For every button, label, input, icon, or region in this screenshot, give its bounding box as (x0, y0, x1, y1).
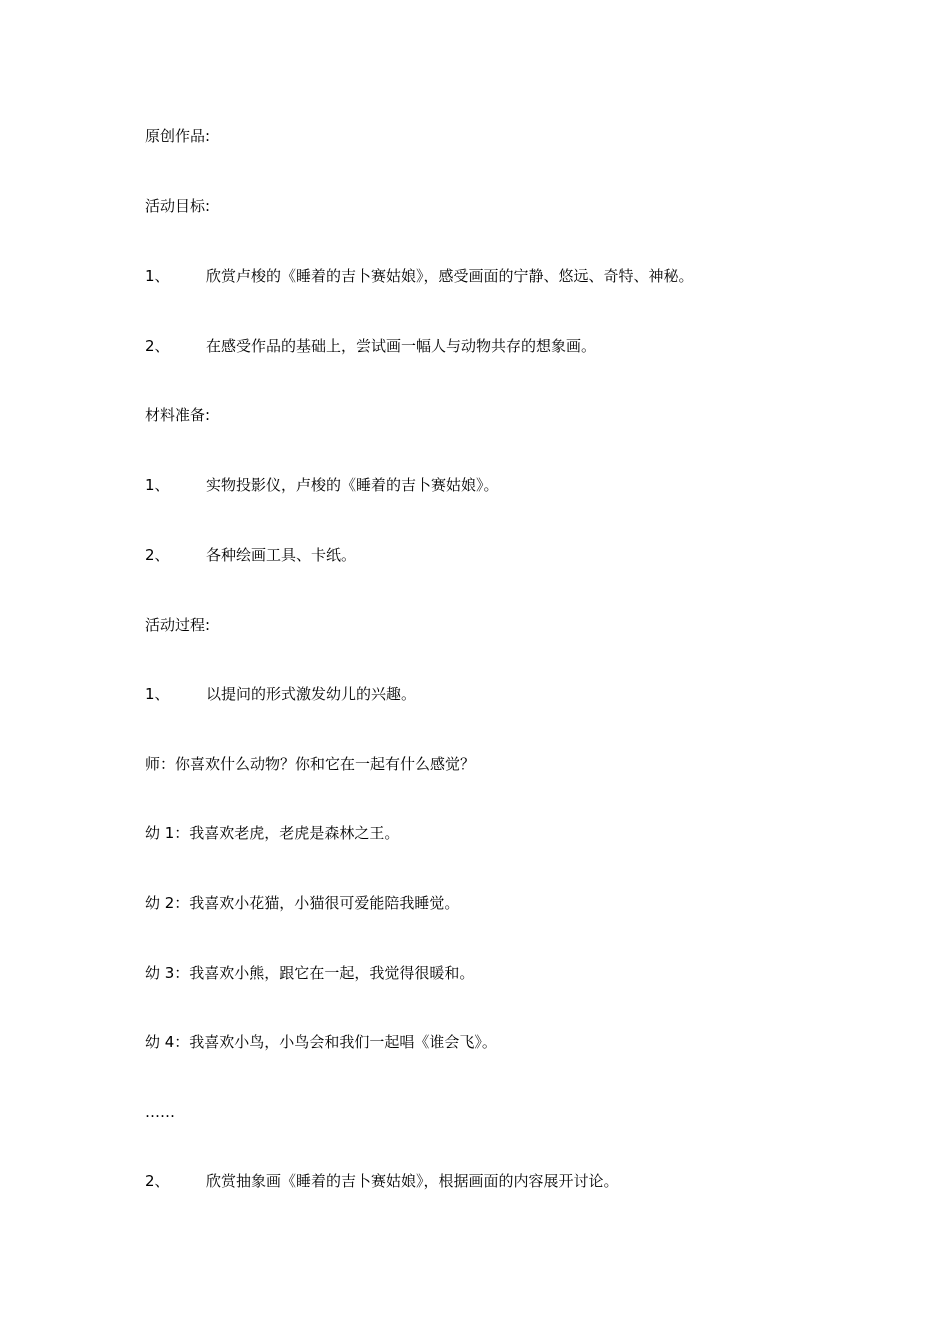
process-step-2 (145, 1171, 619, 1191)
list-number: 2、 (145, 337, 170, 355)
list-text: 欣赏抽象画《睡着的吉卜赛姑娘》，根据画面的内容展开讨论。 (206, 1172, 619, 1190)
child-answer-1: 幼 1：我喜欢老虎，老虎是森林之王。 (145, 824, 400, 842)
section-process-heading: 活动过程: (145, 616, 211, 634)
heading-original: 原创作品: (145, 127, 211, 145)
list-number: 1、 (145, 267, 170, 285)
list-number: 1、 (145, 685, 170, 703)
list-text: 实物投影仪，卢梭的《睡着的吉卜赛姑娘》。 (206, 476, 499, 494)
child-answer-4: 幼 4：我喜欢小鸟，小鸟会和我们一起唱《谁会飞》。 (145, 1033, 497, 1051)
process-step-1 (145, 684, 416, 704)
teacher-question: 师：你喜欢什么动物？你和它在一起有什么感觉？ (145, 755, 476, 773)
list-text: 各种绘画工具、卡纸。 (206, 546, 357, 564)
section-materials-heading: 材料准备: (145, 406, 211, 424)
list-number: 2、 (145, 1172, 170, 1190)
goal-item-2 (145, 336, 596, 356)
material-item-2 (145, 545, 356, 565)
list-text: 以提问的形式激发幼儿的兴趣。 (206, 685, 417, 703)
list-number: 1、 (145, 476, 170, 494)
child-answer-2: 幼 2：我喜欢小花猫，小猫很可爱能陪我睡觉。 (145, 894, 460, 912)
goal-item-1 (145, 266, 694, 286)
list-number: 2、 (145, 546, 170, 564)
list-text: 在感受作品的基础上，尝试画一幅人与动物共存的想象画。 (206, 337, 597, 355)
ellipsis: …… (145, 1103, 175, 1121)
section-goals-heading: 活动目标: (145, 197, 211, 215)
list-text: 欣赏卢梭的《睡着的吉卜赛姑娘》，感受画面的宁静、悠远、奇特、神秘。 (206, 267, 694, 285)
child-answer-3: 幼 3：我喜欢小熊，跟它在一起，我觉得很暖和。 (145, 964, 475, 982)
material-item-1 (145, 475, 499, 495)
